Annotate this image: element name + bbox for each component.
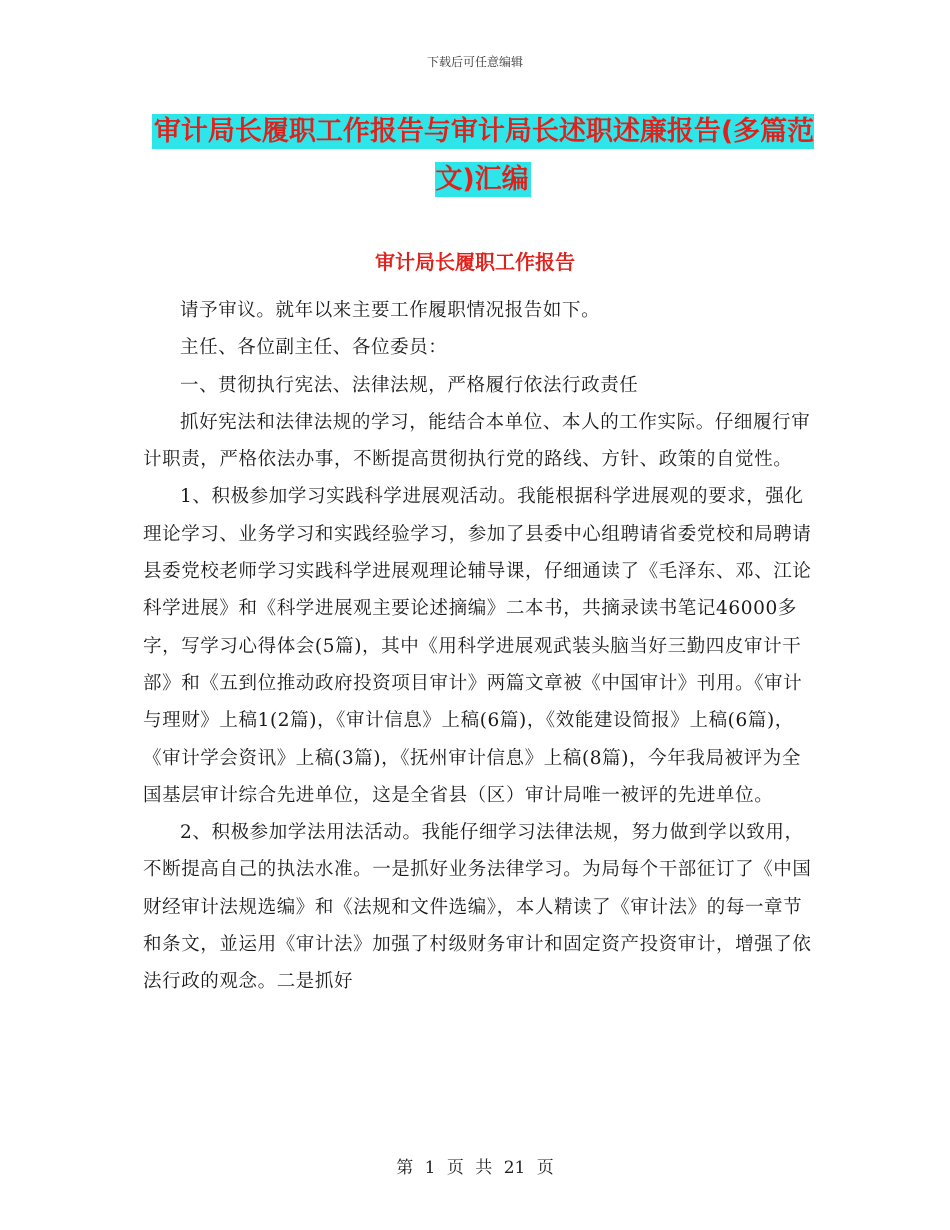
paragraph: 抓好宪法和法律法规的学习，能结合本单位、本人的工作实际。仔细履行审计职责，严格依法办事，不断提高贯彻执行党的路线、方针、政策的自觉性。 <box>143 411 811 471</box>
document-body <box>143 292 813 1001</box>
paragraph: 2、积极参加学法用法活动。我能仔细学习法律法规，努力做到学以致用，不断提高自己的执法水准。一是抓好业务法律学习。为局每个干部征订了《中国财经审计法规选编》和《法规和文件选编》，本人精读了《审计法》的每一章节和条文，並运用《审计法》加强了村级财务审计和固定资产投资审计，增强了依法行政的观念。二是抓好 <box>143 822 812 993</box>
document-title-text: 审计局长履职工作报告与审计局长述职述廉报告(多篇范文)汇编 <box>153 116 815 195</box>
paragraph: 请予审议。就年以来主要工作履职情况报告如下。 <box>180 300 601 321</box>
paragraph: 1、积极参加学习实践科学进展观活动。我能根据科学进展观的要求，强化理论学习、业务学习和实践经验学习，参加了县委中心组聘请省委党校和局聘请县委党校老师学习实践科学进展观理论辅导课，仔细通读了《毛泽东、邓、江论科学进展》和《科学进展观主要论述摘编》二本书，共摘录读书笔记46000多字，写学习心得体会(5篇)，其中《用科学进展观武装头脑当好三勤四皮审计干部》和《五到位推动政府投资项目审计》两篇文章被《中国审计》刊用。《审计与理财》上稿1(2篇)，《审计信息》上稿(6篇)，《效能建设简报》上稿(6篇)，《审计学会资讯》上稿(3篇)，《抚州审计信息》上稿(8篇)，今年我局被评为全国基层审计综合先进单位，这是全省县（区）审计局唯一被评的先进单位。 <box>143 486 812 806</box>
page-number-footer: 第 1 页 共 21 页 <box>396 1158 554 1178</box>
header-note: 下载后可任意编辑 <box>426 55 523 69</box>
paragraph: 主任、各位副主任、各位委员： <box>180 337 448 359</box>
document-title <box>143 108 823 204</box>
paragraph: 一、贯彻执行宪法、法律法规，严格履行依法行政责任 <box>180 374 639 396</box>
section-title: 审计局长履职工作报告 <box>375 250 575 274</box>
